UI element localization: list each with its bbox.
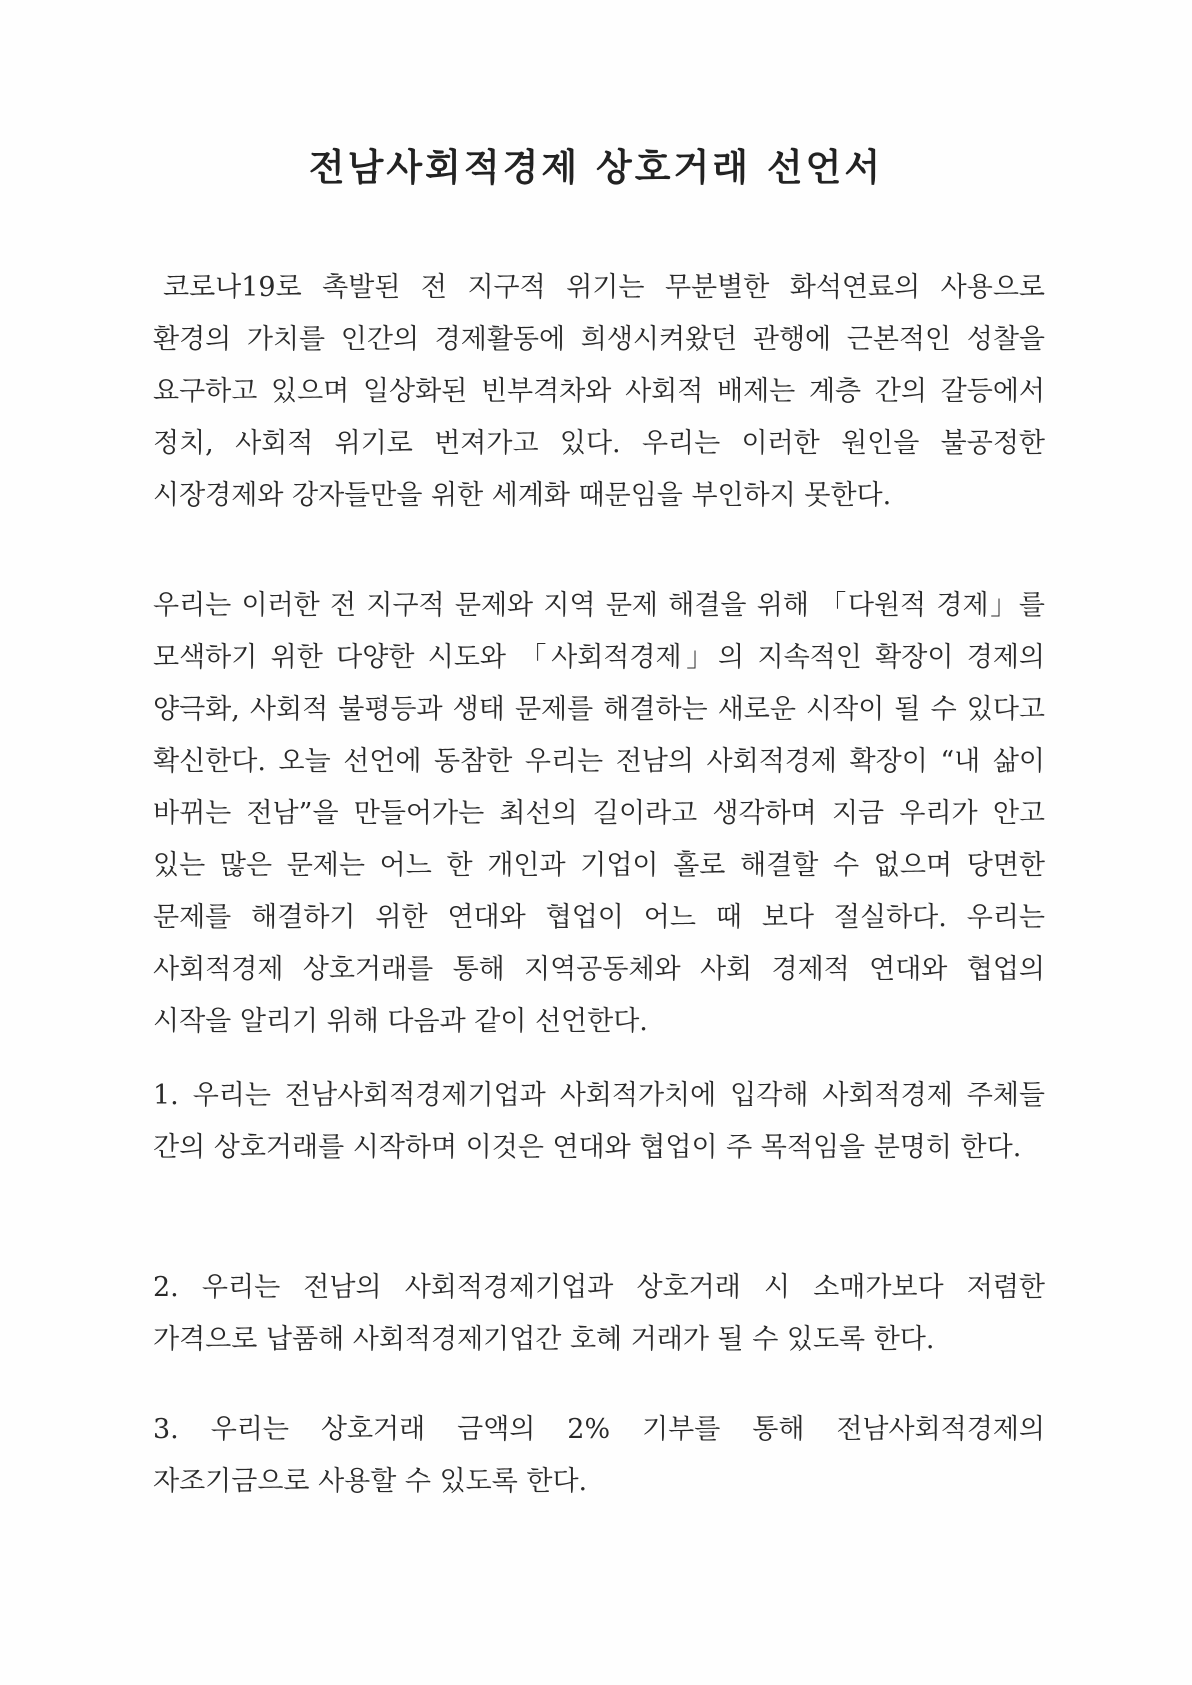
declaration-item-2: 2. 우리는 전남의 사회적경제기업과 상호거래 시 소매가보다 저렴한 가격으로 납품해 사회적경제기업간 호혜 거래가 될 수 있도록 한다. bbox=[153, 1272, 1045, 1355]
document-title: 전남사회적경제 상호거래 선언서 bbox=[308, 146, 884, 189]
declaration-item-1: 1. 우리는 전남사회적경제기업과 사회적가치에 입각해 사회적경제 주체들 간의 상호거래를 시작하며 이것은 연대와 협업이 주 목적임을 분명히 한다. bbox=[153, 1080, 1045, 1163]
paragraph-intro: 코로나19로 촉발된 전 지구적 위기는 무분별한 화석연료의 사용으로 환경의 가치를 인간의 경제활동에 희생시켜왔던 관행에 근본적인 성찰을 요구하고 있으며 일상화된 빈부격차와 사회적 배제는 계층 간의 갈등에서 정치, 사회적 위기로 번져가고 있다. 우리는 이러한 원인을 불공정한 시장경제와 강자들만을 위한 세계화 때문임을 부인하지 못한다. bbox=[153, 272, 1045, 511]
paragraph-declaration: 우리는 이러한 전 지구적 문제와 지역 문제 해결을 위해 「다원적 경제」를 모색하기 위한 다양한 시도와 「사회적경제」의 지속적인 확장이 경제의 양극화, 사회적 불평등과 생태 문제를 해결하는 새로운 시작이 될 수 있다고 확신한다. 오늘 선언에 동참한 우리는 전남의 사회적경제 확장이 “내 삶이 바뀌는 전남”을 만들어가는 최선의 길이라고 생각하며 지금 우리가 안고 있는 많은 문제는 어느 한 개인과 기업이 홀로 해결할 수 없으며 당면한 문제를 해결하기 위한 연대와 협업이 어느 때 보다 절실하다. 우리는 사회적경제 상호거래를 통해 지역공동체와 사회 경제적 연대와 협업의 시작을 알리기 위해 다음과 같이 선언한다. bbox=[153, 590, 1045, 1037]
declaration-item-3: 3. 우리는 상호거래 금액의 2% 기부를 통해 전남사회적경제의 자조기금으로 사용할 수 있도록 한다. bbox=[153, 1414, 1045, 1497]
